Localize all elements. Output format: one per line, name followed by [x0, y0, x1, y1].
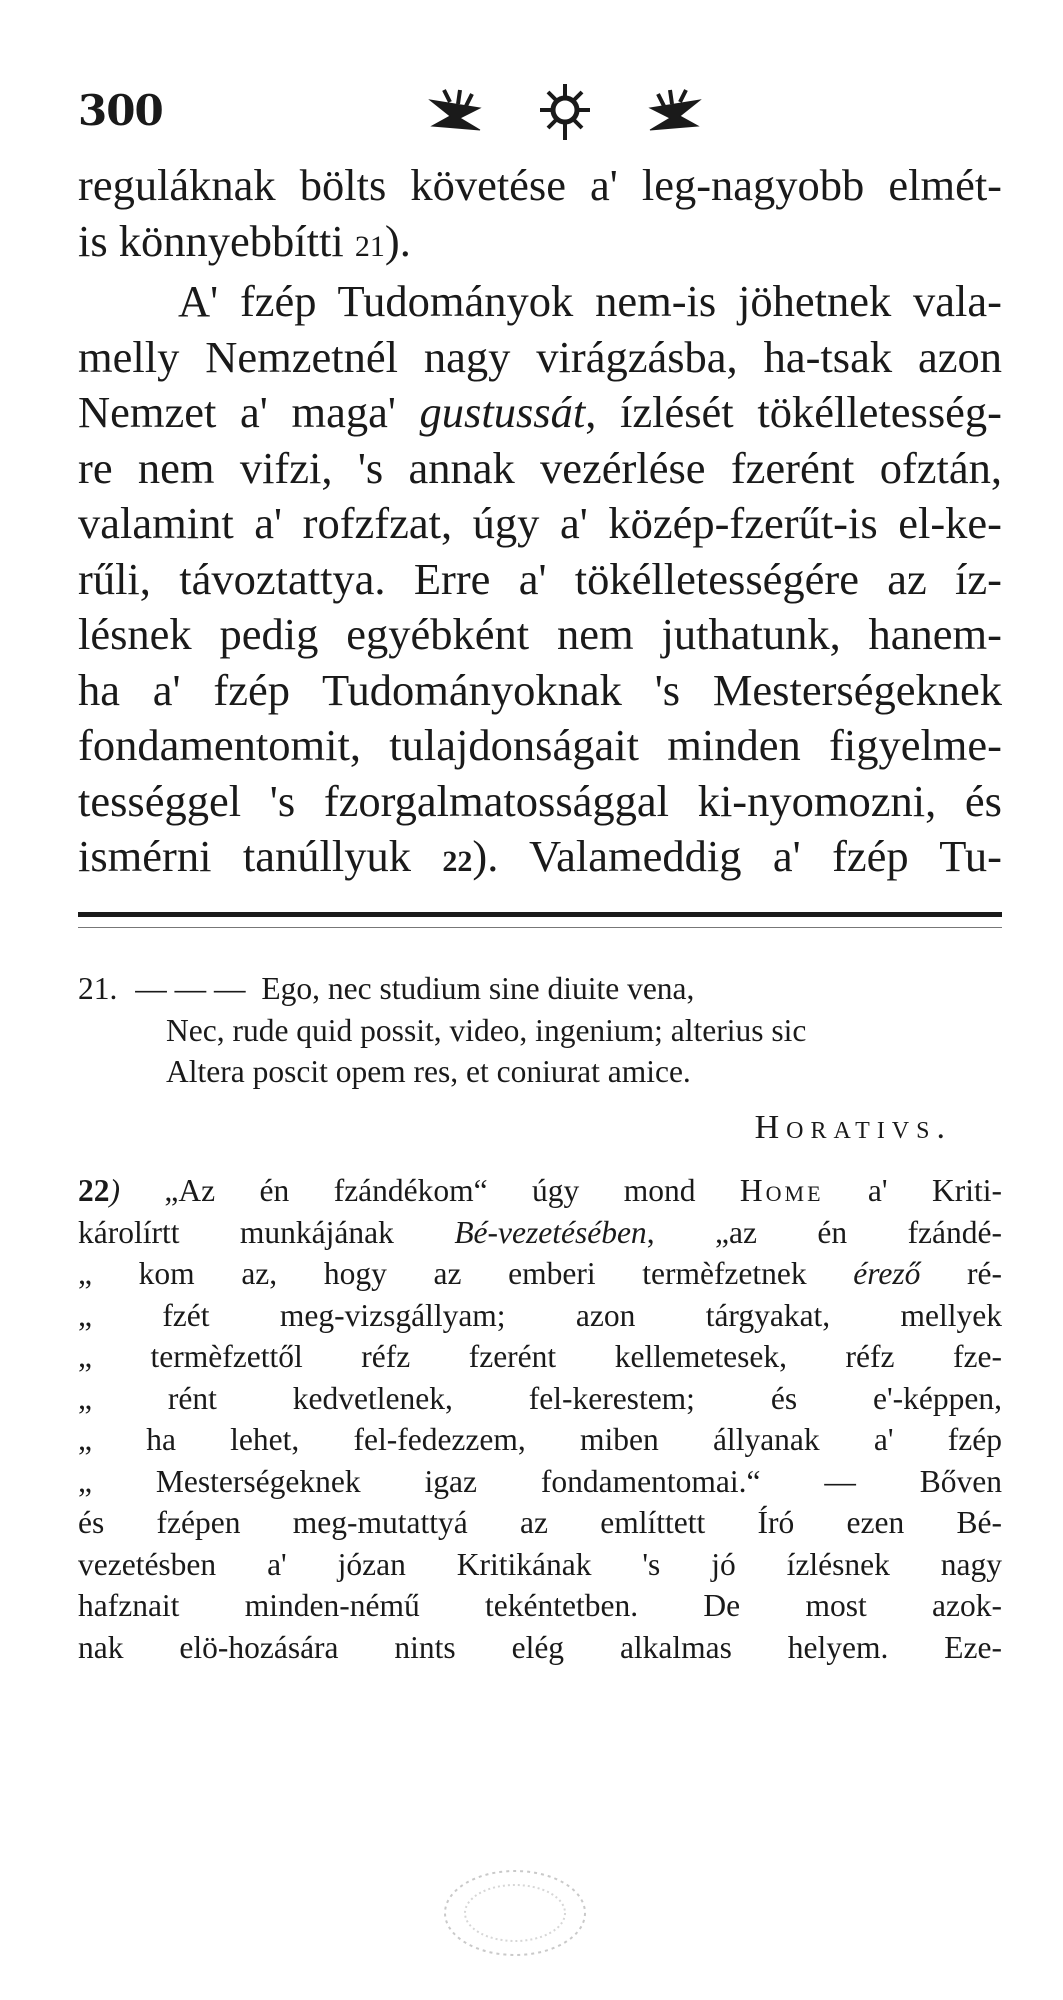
footnote-22-line: „ rént kedvetlenek, fel-kerestem; és e'-képpen,	[78, 1380, 1002, 1416]
footnote-22-line: vezetésben a' józan Kritikának 's jó ízlésnek nagy	[78, 1546, 1002, 1582]
text-line: tességgel 's fzorgalmatossággal ki-nyomozni, és	[78, 775, 1002, 826]
footnote-rule-thin	[78, 927, 1002, 928]
italic-word: gustussát	[419, 387, 586, 437]
footnote-rule	[78, 912, 1002, 917]
footnote-22-line: „ Mesterségeknek igaz fondamentomai.“ — Bőven	[78, 1463, 1002, 1499]
footnote-text: „Az én fzándékom“ úgy mond	[164, 1173, 740, 1208]
footnote-text: a' Kriti-	[823, 1173, 1002, 1208]
footnote-ref-22[interactable]: 22	[442, 845, 473, 878]
text-segment: is könnyebbítti	[78, 215, 355, 266]
footnote-22-line: „ termèfzettől réfz fzerént kellemetesek, réfz fze-	[78, 1339, 1002, 1374]
text-line	[78, 385, 1002, 441]
text-line	[78, 214, 1002, 275]
text-line: melly Nemzetnél nagy virágzásba, ha-tsak azon	[78, 331, 1002, 382]
footnote-text: károlírtt munkájának	[78, 1214, 455, 1250]
footnote-22-line: 22) „Az én fzándékom“ úgy mond Home a' Kriti-	[78, 1173, 1002, 1208]
text-line: lésnek pedig egyébként nem juthatunk, hanem-	[78, 609, 1002, 659]
footnote-ref-21[interactable]: 21	[354, 229, 385, 263]
footnote-22-line	[78, 1212, 1002, 1254]
main-text	[78, 158, 1002, 890]
text-segment: ). Valameddig a' fzép Tu-	[472, 831, 1002, 881]
text-line	[78, 829, 1002, 890]
footnote-22-line: „ fzét meg-vizsgállyam; azon tárgyakat, mellyek	[78, 1297, 1002, 1333]
footnote-22-line: és fzépen meg-mutattyá az említtett Író ezen Bé-	[78, 1505, 1002, 1540]
footnote-attribution: Horativs.	[754, 1108, 952, 1146]
footnote-22-line: nak elö-hozására nints elég alkalmas helyem. Eze-	[78, 1629, 1002, 1665]
text-segment: , ízlését tökélletesség-	[585, 387, 1002, 437]
footnote-22-line: hafznait minden-némű tekéntetben. De most azok-	[78, 1588, 1002, 1623]
library-stamp-icon	[430, 1855, 600, 1965]
text-line: reguláknak bölts követése a' leg-nagyobb elmét-	[78, 160, 1002, 210]
text-segment: Nemzet a' maga'	[78, 387, 420, 437]
page-number: 300	[78, 86, 163, 135]
footnote-text: Ego, nec studium sine diuite vena,	[261, 971, 695, 1006]
footnote-number: 22	[78, 1173, 110, 1208]
footnote-22-line	[78, 1253, 1002, 1295]
footnote-number: 21.	[78, 971, 118, 1006]
footnote-22-line: „ ha lehet, fel-fedezzem, miben állyanak a' fzép	[78, 1422, 1002, 1457]
footnote-dashes: — — —	[135, 971, 246, 1006]
author-name: Home	[739, 1173, 824, 1208]
footnotes	[78, 968, 1002, 1668]
text-line: valamint a' rofzfzat, úgy a' közép-fzerűt-is el-ke-	[78, 498, 1002, 548]
text-line: A' fzép Tudományok nem-is jöhetnek vala-	[178, 276, 1002, 326]
footnote-text: ré-	[920, 1256, 1002, 1291]
text-segment: ).	[384, 215, 411, 266]
italic-word: érező	[853, 1256, 921, 1291]
text-line: re nem vifzi, 's annak vezérlése fzerént ofztán,	[78, 442, 1002, 493]
text-line: ha a' fzép Tudományoknak 's Mesterségeknek	[78, 664, 1002, 715]
footnote-text: „ kom az, hogy az emberi termèfzetnek	[78, 1256, 854, 1291]
text-line: fondamentomit, tulajdonságait minden figyelme-	[78, 720, 1002, 770]
footnote-21-line: Nec, rude quid possit, video, ingenium; alterius sic	[166, 1012, 807, 1048]
italic-title: Bé-vezetésében	[454, 1214, 647, 1250]
footnote-text: , „az én fzándé-	[646, 1214, 1002, 1250]
footnote-21-line: Altera poscit opem res, et coniurat amice.	[166, 1054, 691, 1089]
text-segment: ismérni tanúllyuk	[78, 831, 443, 881]
footnote-21-line	[78, 968, 1002, 1010]
text-line: rűli, távoztattya. Erre a' tökélletességére az íz-	[78, 553, 1002, 604]
fleuron-ornament-icon	[420, 78, 710, 148]
